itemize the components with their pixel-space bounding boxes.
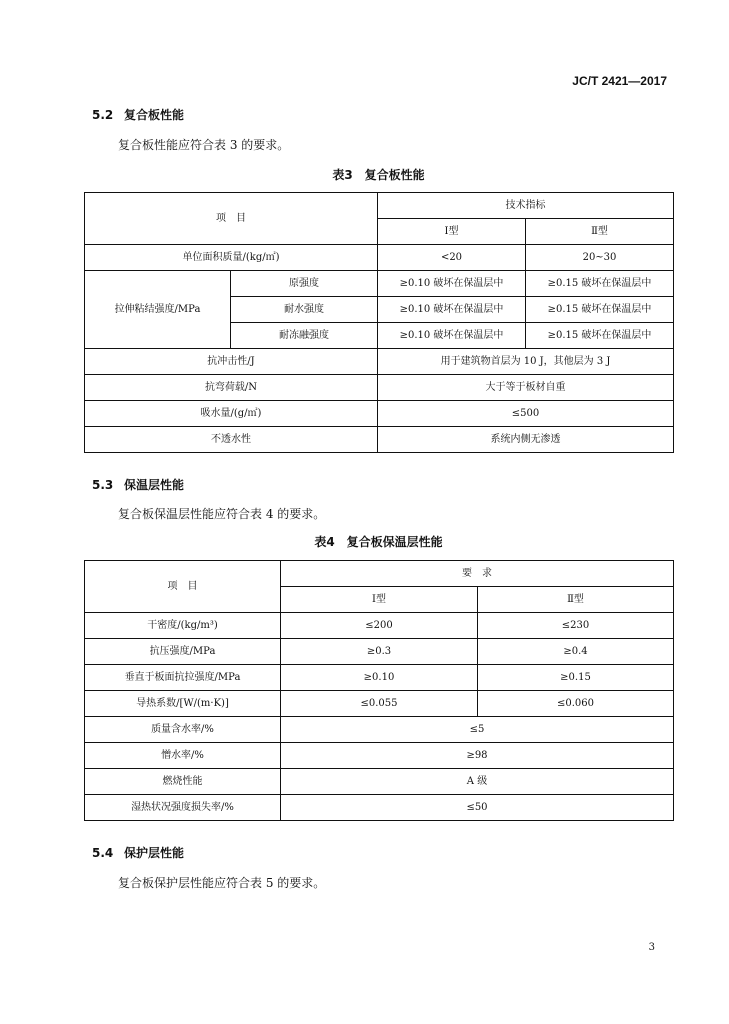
table-header-group: 技术指标	[378, 193, 674, 219]
table-row	[85, 717, 674, 743]
table-cell-merged: 大于等于板材自重	[378, 375, 674, 401]
table-cell-item: 憎水率/%	[85, 743, 281, 769]
table-row	[85, 375, 674, 401]
table-cell-sub: 耐水强度	[231, 297, 378, 323]
page-number: 3	[648, 942, 655, 953]
table-cell-sub: 耐冻融强度	[231, 323, 378, 349]
section-title: 保护层性能	[124, 846, 185, 860]
section-text-5-4: 复合板保护层性能应符合表 5 的要求。	[118, 876, 326, 890]
table-row	[85, 743, 674, 769]
section-title: 复合板性能	[124, 108, 185, 122]
table-row	[85, 665, 674, 691]
table-cell-sub: 原强度	[231, 271, 378, 297]
table-cell-type1: ≥0.10 破坏在保温层中	[378, 297, 526, 323]
table-cell-type1: ≤0.055	[281, 691, 478, 717]
table3	[84, 192, 674, 453]
table-cell-item: 垂直于板面抗拉强度/MPa	[85, 665, 281, 691]
table-header-type2: Ⅱ型	[526, 219, 674, 245]
section-number: 5.4	[92, 846, 114, 860]
table4	[84, 560, 674, 821]
standard-code: JC/T 2421—2017	[572, 74, 667, 88]
table4-caption: 表4 复合板保温层性能	[314, 535, 443, 549]
table-row	[85, 639, 674, 665]
table-cell-type2: ≤0.060	[478, 691, 674, 717]
table-header-type1: Ⅰ型	[378, 219, 526, 245]
table-header-group: 要 求	[281, 561, 674, 587]
table-cell-type2: ≥0.4	[478, 639, 674, 665]
table-cell-merged: ≥98	[281, 743, 674, 769]
table-cell-item: 吸水量/(g/㎡)	[85, 401, 378, 427]
table-cell-item: 导热系数/[W/(m·K)]	[85, 691, 281, 717]
table-cell-item: 抗弯荷载/N	[85, 375, 378, 401]
table-cell-type1: ≥0.10	[281, 665, 478, 691]
table-cell-item: 单位面积质量/(kg/㎡)	[85, 245, 378, 271]
table-cell-item: 湿热状况强度损失率/%	[85, 795, 281, 821]
table-cell-item: 抗冲击性/J	[85, 349, 378, 375]
section-heading-5-3	[92, 476, 184, 493]
table-cell-merged: ≤500	[378, 401, 674, 427]
section-heading-5-2	[92, 106, 184, 123]
table-cell-type1: ≥0.3	[281, 639, 478, 665]
section-title: 保温层性能	[124, 478, 185, 492]
table-cell-type1: ≥0.10 破坏在保温层中	[378, 323, 526, 349]
table-row	[85, 245, 674, 271]
table-cell-type2: 20~30	[526, 245, 674, 271]
table-cell-item: 不透水性	[85, 427, 378, 453]
section-text-5-3: 复合板保温层性能应符合表 4 的要求。	[118, 507, 326, 521]
section-heading-5-4	[92, 844, 184, 861]
table-cell-item: 燃烧性能	[85, 769, 281, 795]
table-header-type2: Ⅱ型	[478, 587, 674, 613]
table-row	[85, 427, 674, 453]
table-row	[85, 271, 674, 297]
table-cell-item: 抗压强度/MPa	[85, 639, 281, 665]
table-cell-type2: ≥0.15 破坏在保温层中	[526, 271, 674, 297]
section-number: 5.2	[92, 108, 114, 122]
table-header-type1: Ⅰ型	[281, 587, 478, 613]
table-row	[85, 349, 674, 375]
table-cell-merged: ≤5	[281, 717, 674, 743]
section-number: 5.3	[92, 478, 114, 492]
table-cell-merged: ≤50	[281, 795, 674, 821]
table-cell-type1: <20	[378, 245, 526, 271]
table-cell-item: 干密度/(kg/m³)	[85, 613, 281, 639]
table3-caption: 表3 复合板性能	[332, 168, 425, 182]
table-cell-type2: ≥0.15 破坏在保温层中	[526, 323, 674, 349]
table-cell-type1: ≥0.10 破坏在保温层中	[378, 271, 526, 297]
table-row	[85, 401, 674, 427]
table-row	[85, 795, 674, 821]
table-cell-type2: ≥0.15 破坏在保温层中	[526, 297, 674, 323]
table-header-item: 项 目	[85, 193, 378, 245]
table-cell-merged: 系统内侧无渗透	[378, 427, 674, 453]
table-cell-merged: A 级	[281, 769, 674, 795]
table-cell-type2: ≥0.15	[478, 665, 674, 691]
table-header-item: 项 目	[85, 561, 281, 613]
table-row	[85, 691, 674, 717]
table-cell-merged: 用于建筑物首层为 10 J，其他层为 3 J	[378, 349, 674, 375]
table-cell-type1: ≤200	[281, 613, 478, 639]
table-cell-group: 拉伸粘结强度/MPa	[85, 271, 231, 349]
table-row	[85, 769, 674, 795]
table-cell-item: 质量含水率/%	[85, 717, 281, 743]
section-text-5-2: 复合板性能应符合表 3 的要求。	[118, 138, 290, 152]
table-row	[85, 613, 674, 639]
table-cell-type2: ≤230	[478, 613, 674, 639]
